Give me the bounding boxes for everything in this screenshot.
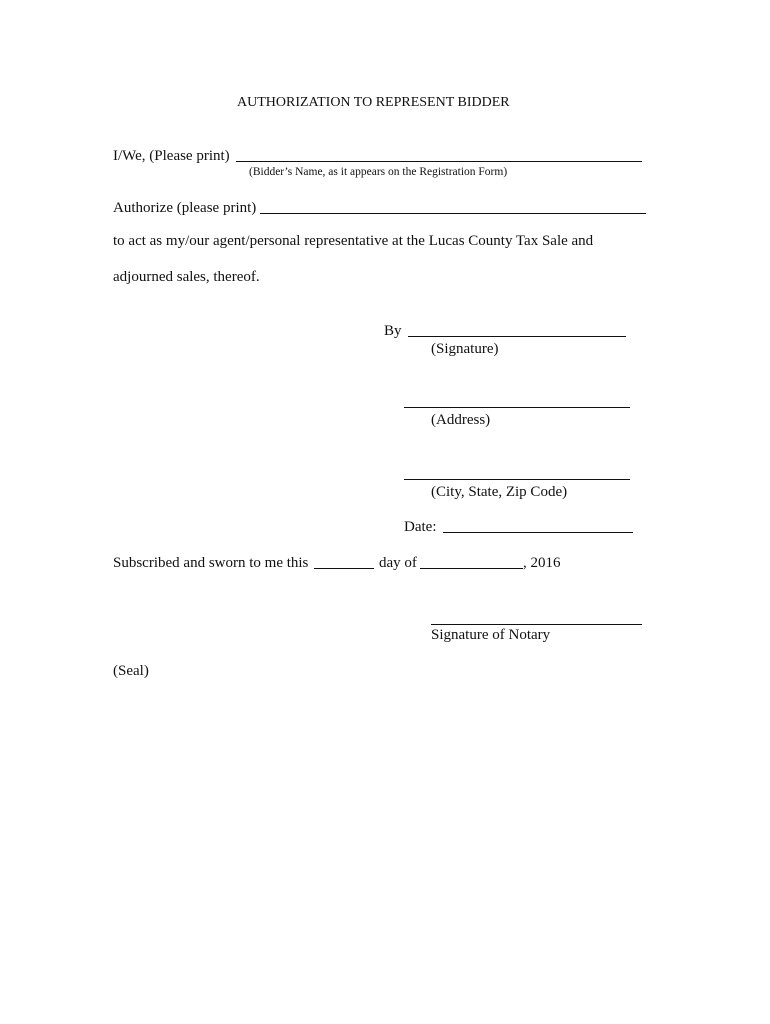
authorize-label: Authorize (please print) (113, 200, 257, 216)
notary-signature-caption: Signature of Notary (431, 627, 551, 643)
body-text-line1: to act as my/our agent/personal representative at the Lucas County Tax Sale and (113, 233, 594, 249)
sworn-day-field[interactable] (314, 568, 374, 569)
sworn-label: Subscribed and sworn to me this (113, 555, 309, 571)
bidder-name-field[interactable] (236, 161, 642, 162)
by-label: By (384, 323, 402, 339)
address-caption: (Address) (431, 412, 491, 428)
seal-label: (Seal) (113, 663, 149, 679)
document-title: AUTHORIZATION TO REPRESENT BIDDER (237, 95, 510, 110)
signature-caption: (Signature) (431, 341, 499, 357)
bidder-name-caption: (Bidder’s Name, as it appears on the Registration Form) (249, 166, 508, 178)
signature-field[interactable] (408, 336, 626, 337)
city-state-zip-field[interactable] (404, 479, 630, 480)
address-field[interactable] (404, 407, 630, 408)
city-state-zip-caption: (City, State, Zip Code) (431, 484, 568, 500)
sworn-day-of-label: day of (379, 555, 417, 571)
bidder-name-label: I/We, (Please print) (113, 148, 230, 164)
authorize-name-field[interactable] (260, 213, 646, 214)
date-field[interactable] (443, 532, 633, 533)
sworn-year-label: , 2016 (523, 555, 561, 571)
date-label: Date: (404, 519, 437, 535)
sworn-month-field[interactable] (420, 568, 523, 569)
notary-signature-field[interactable] (431, 624, 642, 625)
body-text-line2: adjourned sales, thereof. (113, 269, 260, 285)
